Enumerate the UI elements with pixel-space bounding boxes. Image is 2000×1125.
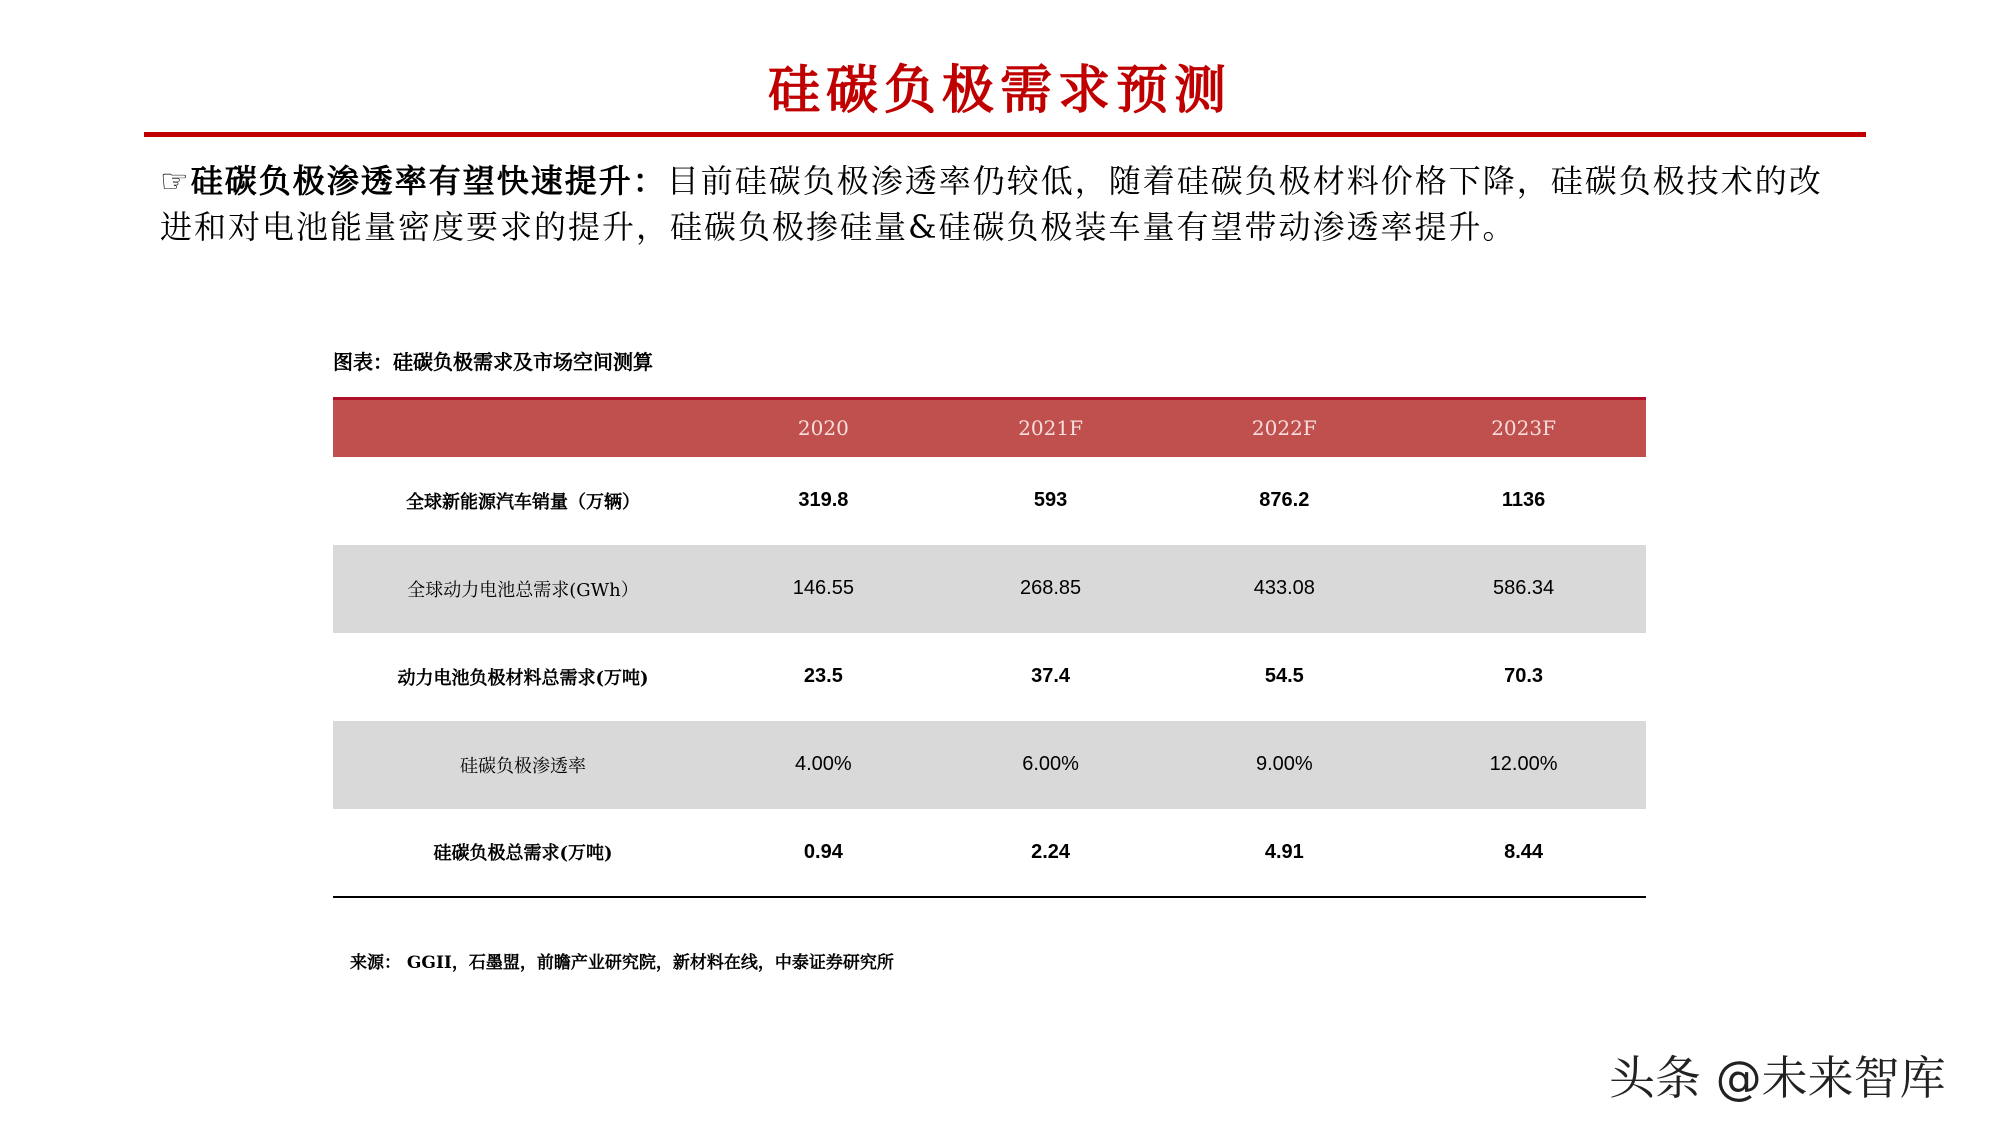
bullet-paragraph	[160, 158, 1840, 250]
value-cell: 54.5	[1264, 665, 1304, 687]
row-label: 动力电池负极材料总需求(万吨)	[397, 667, 649, 689]
value-cell: 2.24	[1031, 840, 1071, 863]
bullet-lead: 硅碳负极渗透率有望快速提升：	[190, 162, 667, 200]
table-row	[333, 809, 1646, 897]
value-cell: 876.2	[1259, 489, 1310, 511]
table-row	[333, 721, 1646, 809]
watermark: 头条 @未来智库	[1609, 1051, 1946, 1105]
value-cell: 1136	[1501, 489, 1546, 511]
value-cell: 6.00%	[934, 721, 1168, 809]
value-cell: 23.5	[803, 665, 843, 687]
value-cell: 12.00%	[1401, 721, 1646, 809]
row-label: 硅碳负极总需求(万吨)	[433, 843, 613, 864]
value-cell: 593	[1033, 489, 1068, 511]
table-header-row	[333, 399, 1646, 457]
value-cell: 70.3	[1504, 665, 1544, 687]
header-cell: 2021F	[934, 399, 1168, 457]
value-cell: 37.4	[1031, 665, 1071, 687]
row-label: 硅碳负极渗透率	[333, 721, 713, 809]
bullet-text: 目前硅碳负极渗透率仍较低，随着硅碳负极材料价格下降，硅碳负极技术的改进和对电池能量密度要求的提升，硅碳负极掺硅量&硅碳负极装车量有望带动渗透率提升。	[160, 162, 1823, 246]
header-cell: 2022F	[1167, 399, 1401, 457]
pointing-hand-icon: ☞	[160, 162, 191, 200]
table-row	[333, 545, 1646, 633]
table-row	[333, 633, 1646, 721]
header-cell: 2020	[713, 399, 934, 457]
value-cell: 4.00%	[713, 721, 934, 809]
table-row	[333, 457, 1646, 545]
header-cell: 2023F	[1401, 399, 1646, 457]
header-cell	[333, 399, 713, 457]
demand-table	[333, 397, 1646, 898]
value-cell: 4.91	[1264, 840, 1304, 863]
value-cell: 268.85	[934, 545, 1168, 633]
value-cell: 0.94	[803, 840, 843, 863]
value-cell: 586.34	[1401, 545, 1646, 633]
row-label: 全球动力电池总需求(GWh）	[333, 545, 713, 633]
page-title: 硅碳负极需求预测	[767, 60, 1232, 121]
value-cell: 9.00%	[1167, 721, 1401, 809]
row-label: 全球新能源汽车销量（万辆）	[406, 491, 640, 513]
source-note: 来源： GGII，石墨盟，前瞻产业研究院，新材料在线，中泰证券研究所	[350, 953, 894, 973]
value-cell: 8.44	[1504, 840, 1544, 863]
value-cell: 146.55	[713, 545, 934, 633]
value-cell: 319.8	[798, 489, 849, 511]
title-divider	[144, 132, 1866, 137]
table-caption: 图表：硅碳负极需求及市场空间测算	[333, 350, 653, 374]
value-cell: 433.08	[1167, 545, 1401, 633]
